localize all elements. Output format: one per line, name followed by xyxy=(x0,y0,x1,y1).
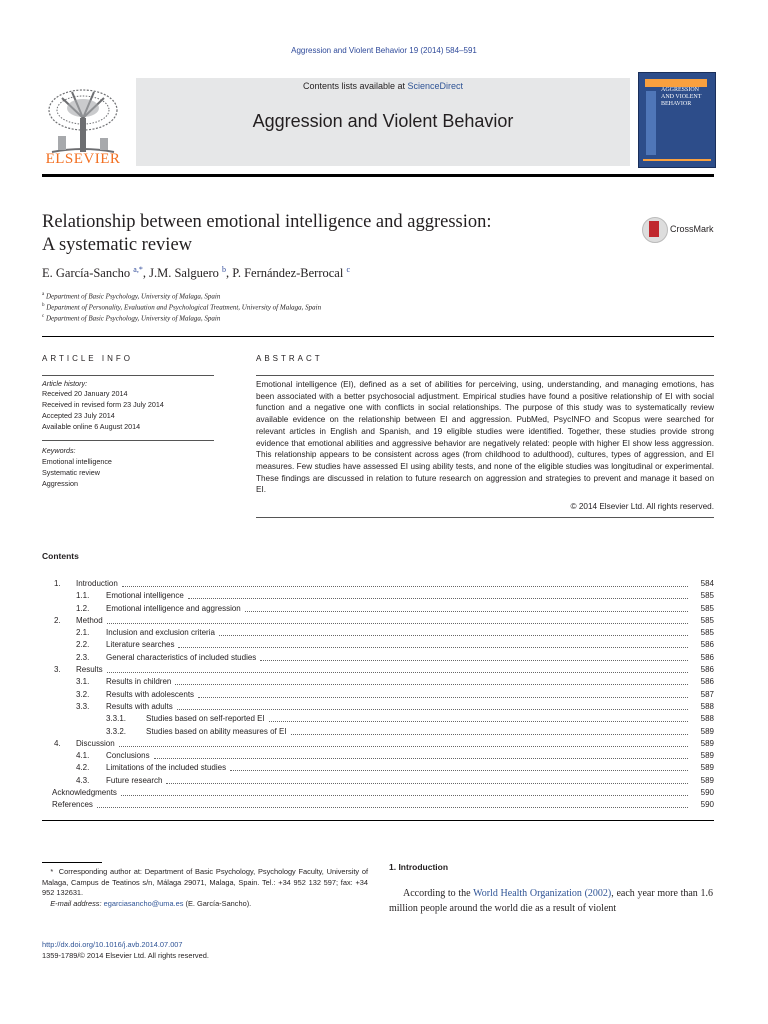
affil-sup: c xyxy=(42,314,45,319)
journal-cover-thumbnail[interactable] xyxy=(638,72,716,168)
toc-entry[interactable] xyxy=(42,578,714,590)
toc-number: 1.1. xyxy=(76,591,90,601)
toc-entry[interactable] xyxy=(42,676,714,688)
toc-title[interactable]: Future research xyxy=(106,775,166,787)
toc-number: 3.2. xyxy=(76,689,90,699)
toc-page-number: 585 xyxy=(700,615,714,625)
toc-leader-dots xyxy=(122,578,688,587)
journal-title: Aggression and Violent Behavior xyxy=(252,111,514,131)
toc-entry[interactable] xyxy=(42,664,714,676)
toc-page-number: 590 xyxy=(700,800,714,810)
toc-indent xyxy=(42,652,76,664)
affil-sup: a xyxy=(42,292,45,297)
toc-indent xyxy=(42,664,54,676)
toc-title[interactable]: References xyxy=(52,799,97,811)
toc-number: 3.3.1. xyxy=(106,714,127,724)
affiliation xyxy=(42,303,321,311)
sciencedirect-link[interactable]: ScienceDirect xyxy=(407,81,464,91)
toc-title[interactable]: Results in children xyxy=(106,676,175,688)
toc-indent xyxy=(42,750,76,762)
title-line-1: Relationship between emotional intelligence and aggression: xyxy=(42,212,492,232)
toc-leader-dots xyxy=(269,713,688,722)
cover-side-strip xyxy=(646,91,656,155)
toc-number: 3.3.2. xyxy=(106,726,127,736)
toc-indent xyxy=(42,578,54,590)
toc-number: 2. xyxy=(54,615,61,625)
toc-number: 2.2. xyxy=(76,640,90,650)
toc-indent xyxy=(42,738,54,750)
contents-prefix: Contents lists available at xyxy=(302,81,408,91)
toc-page-number: 585 xyxy=(700,628,714,638)
toc-title[interactable]: Emotional intelligence and aggression xyxy=(106,603,245,615)
toc-page-number: 589 xyxy=(700,763,714,773)
toc-leader-dots xyxy=(175,676,688,685)
toc-page-number: 590 xyxy=(700,788,714,798)
toc-indent xyxy=(42,615,54,627)
toc-page-number: 589 xyxy=(700,751,714,761)
toc-leader-dots xyxy=(291,726,688,735)
toc-entry[interactable] xyxy=(42,701,714,713)
affil-text: Department of Basic Psychology, University of Malaga, Spain xyxy=(45,314,221,323)
toc-leader-dots xyxy=(260,652,688,661)
toc-indent xyxy=(42,676,76,688)
toc-entry[interactable] xyxy=(42,713,714,725)
toc-number: 4.3. xyxy=(76,775,90,785)
toc-page-number: 586 xyxy=(700,640,714,650)
contents-heading: Contents xyxy=(42,551,79,561)
toc-page-number: 586 xyxy=(700,665,714,675)
toc-title[interactable]: Introduction xyxy=(76,578,122,590)
toc-title[interactable]: Results xyxy=(76,664,107,676)
toc-indent xyxy=(42,799,52,811)
crossmark-flag-icon xyxy=(649,221,659,237)
keyword: Systematic review xyxy=(42,468,100,477)
author-affil-sup[interactable]: a,* xyxy=(133,265,143,274)
toc-title[interactable]: Studies based on ability measures of EI xyxy=(146,726,291,738)
doi-link[interactable] xyxy=(42,940,183,949)
intro-prefix: According to the xyxy=(403,888,474,899)
toc-number: 2.1. xyxy=(76,628,90,638)
toc-page-number: 585 xyxy=(700,591,714,601)
toc-title[interactable]: Emotional intelligence xyxy=(106,590,188,602)
affil-text: Department of Personality, Evaluation and Psychological Treatment, University of Malaga, Spain xyxy=(46,303,322,312)
toc-leader-dots xyxy=(219,627,688,636)
toc-title[interactable]: Discussion xyxy=(76,738,119,750)
author-name: P. Fernández-Berrocal xyxy=(232,266,344,281)
toc-number: 4.1. xyxy=(76,751,90,761)
doi-url[interactable]: http://dx.doi.org/10.1016/j.avb.2014.07.007 xyxy=(42,940,183,949)
toc-entry[interactable] xyxy=(42,639,714,651)
history-label: Article history: xyxy=(42,379,88,388)
abstract-heading: ABSTRACT xyxy=(256,354,323,363)
toc-title[interactable]: Literature searches xyxy=(106,639,178,651)
toc-title[interactable]: Studies based on self-reported EI xyxy=(146,713,269,725)
toc-indent xyxy=(42,713,106,725)
toc-leader-dots xyxy=(154,750,688,759)
crossmark-button[interactable] xyxy=(640,217,720,243)
toc-indent xyxy=(42,726,106,738)
toc-indent xyxy=(42,762,76,774)
footnote-marker: * xyxy=(50,867,54,876)
toc-number: 3.1. xyxy=(76,677,90,687)
abstract-text: Emotional intelligence (EI), defined as a set of abilities for perceiving, using, understanding, and managing emotions, has been associated with a better psychosocial adjustment. Empirical studies have found a positive relationship of EI with social function and a negative one with conflicts in social relationships. The purpose of this study was to systematically review available evidence on the relationship between EI and aggression. PubMed, PsycINFO and Scopus were searched for relevant articles in English and Spanish, and 19 eligible studies were identified. Together, these studies provide strong evidence that emotional abilities and aggressive behavior are negatively related: people with higher EI show less aggression. This relationship appears to be consistent across ages (from childhood to adulthood), cultures, types of aggression, and EI measures. Few studies have assessed EI using ability tests, and none of the eligible studies was longitudinal or experimental. These findings are discussed in relation to future research on aggression and strategies to prevent and manage it based on EI. xyxy=(256,380,714,495)
toc-entry[interactable] xyxy=(42,750,714,762)
author-affil-sup[interactable]: b xyxy=(222,265,227,274)
toc-leader-dots xyxy=(245,603,688,612)
cover-band xyxy=(645,79,707,87)
toc-indent xyxy=(42,701,76,713)
crossmark-label: CrossMark xyxy=(670,224,714,234)
article-info-rule xyxy=(42,440,214,441)
toc-title[interactable]: Conclusions xyxy=(106,750,154,762)
footnote-text: Corresponding author at: Department of Basic Psychology, Psychology Faculty, University of Malaga, Campus de Teatinos s/n, Málaga 29071, Malaga, Spain. Tel.: +34 952 132 597; fax: +34 952 132631. xyxy=(42,867,369,897)
issn-line: 1359-1789/© 2014 Elsevier Ltd. All rights reserved. xyxy=(42,951,209,960)
toc-page-number: 588 xyxy=(700,714,714,724)
toc-leader-dots xyxy=(230,762,688,771)
toc-leader-dots xyxy=(119,738,688,747)
toc-entry[interactable] xyxy=(42,762,714,774)
title-rule xyxy=(42,336,714,337)
introduction-paragraph xyxy=(389,887,713,916)
toc-number: 3. xyxy=(54,665,61,675)
toc-page-number: 584 xyxy=(700,579,714,588)
toc-page-number: 587 xyxy=(700,689,714,699)
toc-leader-dots xyxy=(97,799,688,808)
abstract-rule xyxy=(256,375,714,376)
affiliation xyxy=(42,314,220,322)
contents-available-line xyxy=(136,81,630,91)
article-info-rule xyxy=(42,375,214,376)
toc-entry[interactable] xyxy=(42,689,714,701)
toc-title[interactable]: General characteristics of included studies xyxy=(106,652,260,664)
toc-page-number: 589 xyxy=(700,738,714,748)
toc-indent xyxy=(42,689,76,701)
cover-line xyxy=(643,159,711,161)
toc-title[interactable]: Acknowledgments xyxy=(52,787,121,799)
toc-page-number: 586 xyxy=(700,677,714,687)
keyword: Aggression xyxy=(42,479,78,488)
toc-entry[interactable] xyxy=(42,652,714,664)
toc-number: 1.2. xyxy=(76,603,90,613)
header-rule xyxy=(42,174,714,177)
author-name: J.M. Salguero xyxy=(149,266,219,281)
toc-indent xyxy=(42,603,76,615)
author-name: E. García-Sancho xyxy=(42,266,131,281)
toc-page-number: 589 xyxy=(700,726,714,736)
email-suffix: (E. García-Sancho). xyxy=(185,898,252,908)
toc-entry[interactable] xyxy=(42,787,714,799)
toc-title[interactable]: Results with adolescents xyxy=(106,689,198,701)
corresponding-author-footnote xyxy=(42,867,368,909)
who-citation-link[interactable]: World Health Organization (2002) xyxy=(473,888,612,899)
toc-leader-dots xyxy=(178,639,688,648)
history-item: Accepted 23 July 2014 xyxy=(42,411,115,420)
toc-indent xyxy=(42,775,76,787)
toc-indent xyxy=(42,787,52,799)
abstract-bottom-rule xyxy=(256,517,714,518)
email-label: E-mail address: xyxy=(50,898,102,908)
toc-entry[interactable] xyxy=(42,615,714,627)
toc-entry[interactable] xyxy=(42,590,714,602)
toc-page-number: 586 xyxy=(700,652,714,662)
history-item: Available online 6 August 2014 xyxy=(42,422,141,431)
toc-entry[interactable] xyxy=(42,627,714,639)
toc-indent xyxy=(42,639,76,651)
introduction-heading: 1. Introduction xyxy=(389,862,449,872)
article-info-heading: ARTICLE INFO xyxy=(42,354,133,363)
table-of-contents xyxy=(42,578,714,812)
toc-leader-dots xyxy=(198,689,688,698)
affiliation xyxy=(42,292,220,300)
toc-entry[interactable] xyxy=(42,775,714,787)
toc-entry[interactable] xyxy=(42,799,714,811)
toc-number: 2.3. xyxy=(76,652,90,662)
abstract-copyright: © 2014 Elsevier Ltd. All rights reserved. xyxy=(570,502,714,511)
toc-entry[interactable] xyxy=(42,726,714,738)
toc-leader-dots xyxy=(177,701,688,710)
toc-leader-dots xyxy=(107,664,688,673)
cover-title: AGGRESSION AND VIOLENT BEHAVIOR xyxy=(661,87,702,107)
author-affil-sup[interactable]: c xyxy=(346,265,351,274)
title-line-2: A systematic review xyxy=(42,235,193,255)
toc-entry[interactable] xyxy=(42,603,714,615)
affil-text: Department of Basic Psychology, University of Malaga, Spain xyxy=(45,292,221,301)
toc-number: 1. xyxy=(54,579,61,588)
journal-reference[interactable]: Aggression and Violent Behavior 19 (2014) 584–591 xyxy=(291,46,477,55)
toc-title[interactable]: Method xyxy=(76,615,107,627)
affil-sup: b xyxy=(42,303,45,308)
toc-page-number: 589 xyxy=(700,775,714,785)
toc-number: 4. xyxy=(54,738,61,748)
history-item: Received in revised form 23 July 2014 xyxy=(42,400,164,409)
article-title xyxy=(42,211,602,257)
history-item: Received 20 January 2014 xyxy=(42,389,128,398)
toc-title[interactable]: Inclusion and exclusion criteria xyxy=(106,627,219,639)
intro-suffix: , each year more than 1.6 million people around the world die as a result of violent xyxy=(389,888,713,914)
email-link[interactable]: egarciasancho@uma.es xyxy=(103,898,184,908)
keyword: Emotional intelligence xyxy=(42,457,112,466)
footnote-rule xyxy=(42,862,102,863)
author-list: E. García-Sancho $^{a,*}$, J.M. Salguero $^b$, P. Fernández-Berrocal $^c$ xyxy=(42,265,351,281)
toc-leader-dots xyxy=(121,787,688,796)
toc-indent xyxy=(42,590,76,602)
toc-number: 3.3. xyxy=(76,701,90,711)
toc-page-number: 588 xyxy=(700,701,714,711)
toc-leader-dots xyxy=(107,615,688,624)
toc-number: 4.2. xyxy=(76,763,90,773)
keywords-label: Keywords: xyxy=(42,446,76,455)
toc-indent xyxy=(42,627,76,639)
contents-rule xyxy=(42,820,714,821)
elsevier-wordmark: ELSEVIER xyxy=(45,151,121,167)
toc-title[interactable]: Results with adults xyxy=(106,701,177,713)
toc-page-number: 585 xyxy=(700,603,714,613)
toc-leader-dots xyxy=(188,590,688,599)
toc-leader-dots xyxy=(166,775,688,784)
toc-entry[interactable] xyxy=(42,738,714,750)
toc-title[interactable]: Limitations of the included studies xyxy=(106,762,230,774)
